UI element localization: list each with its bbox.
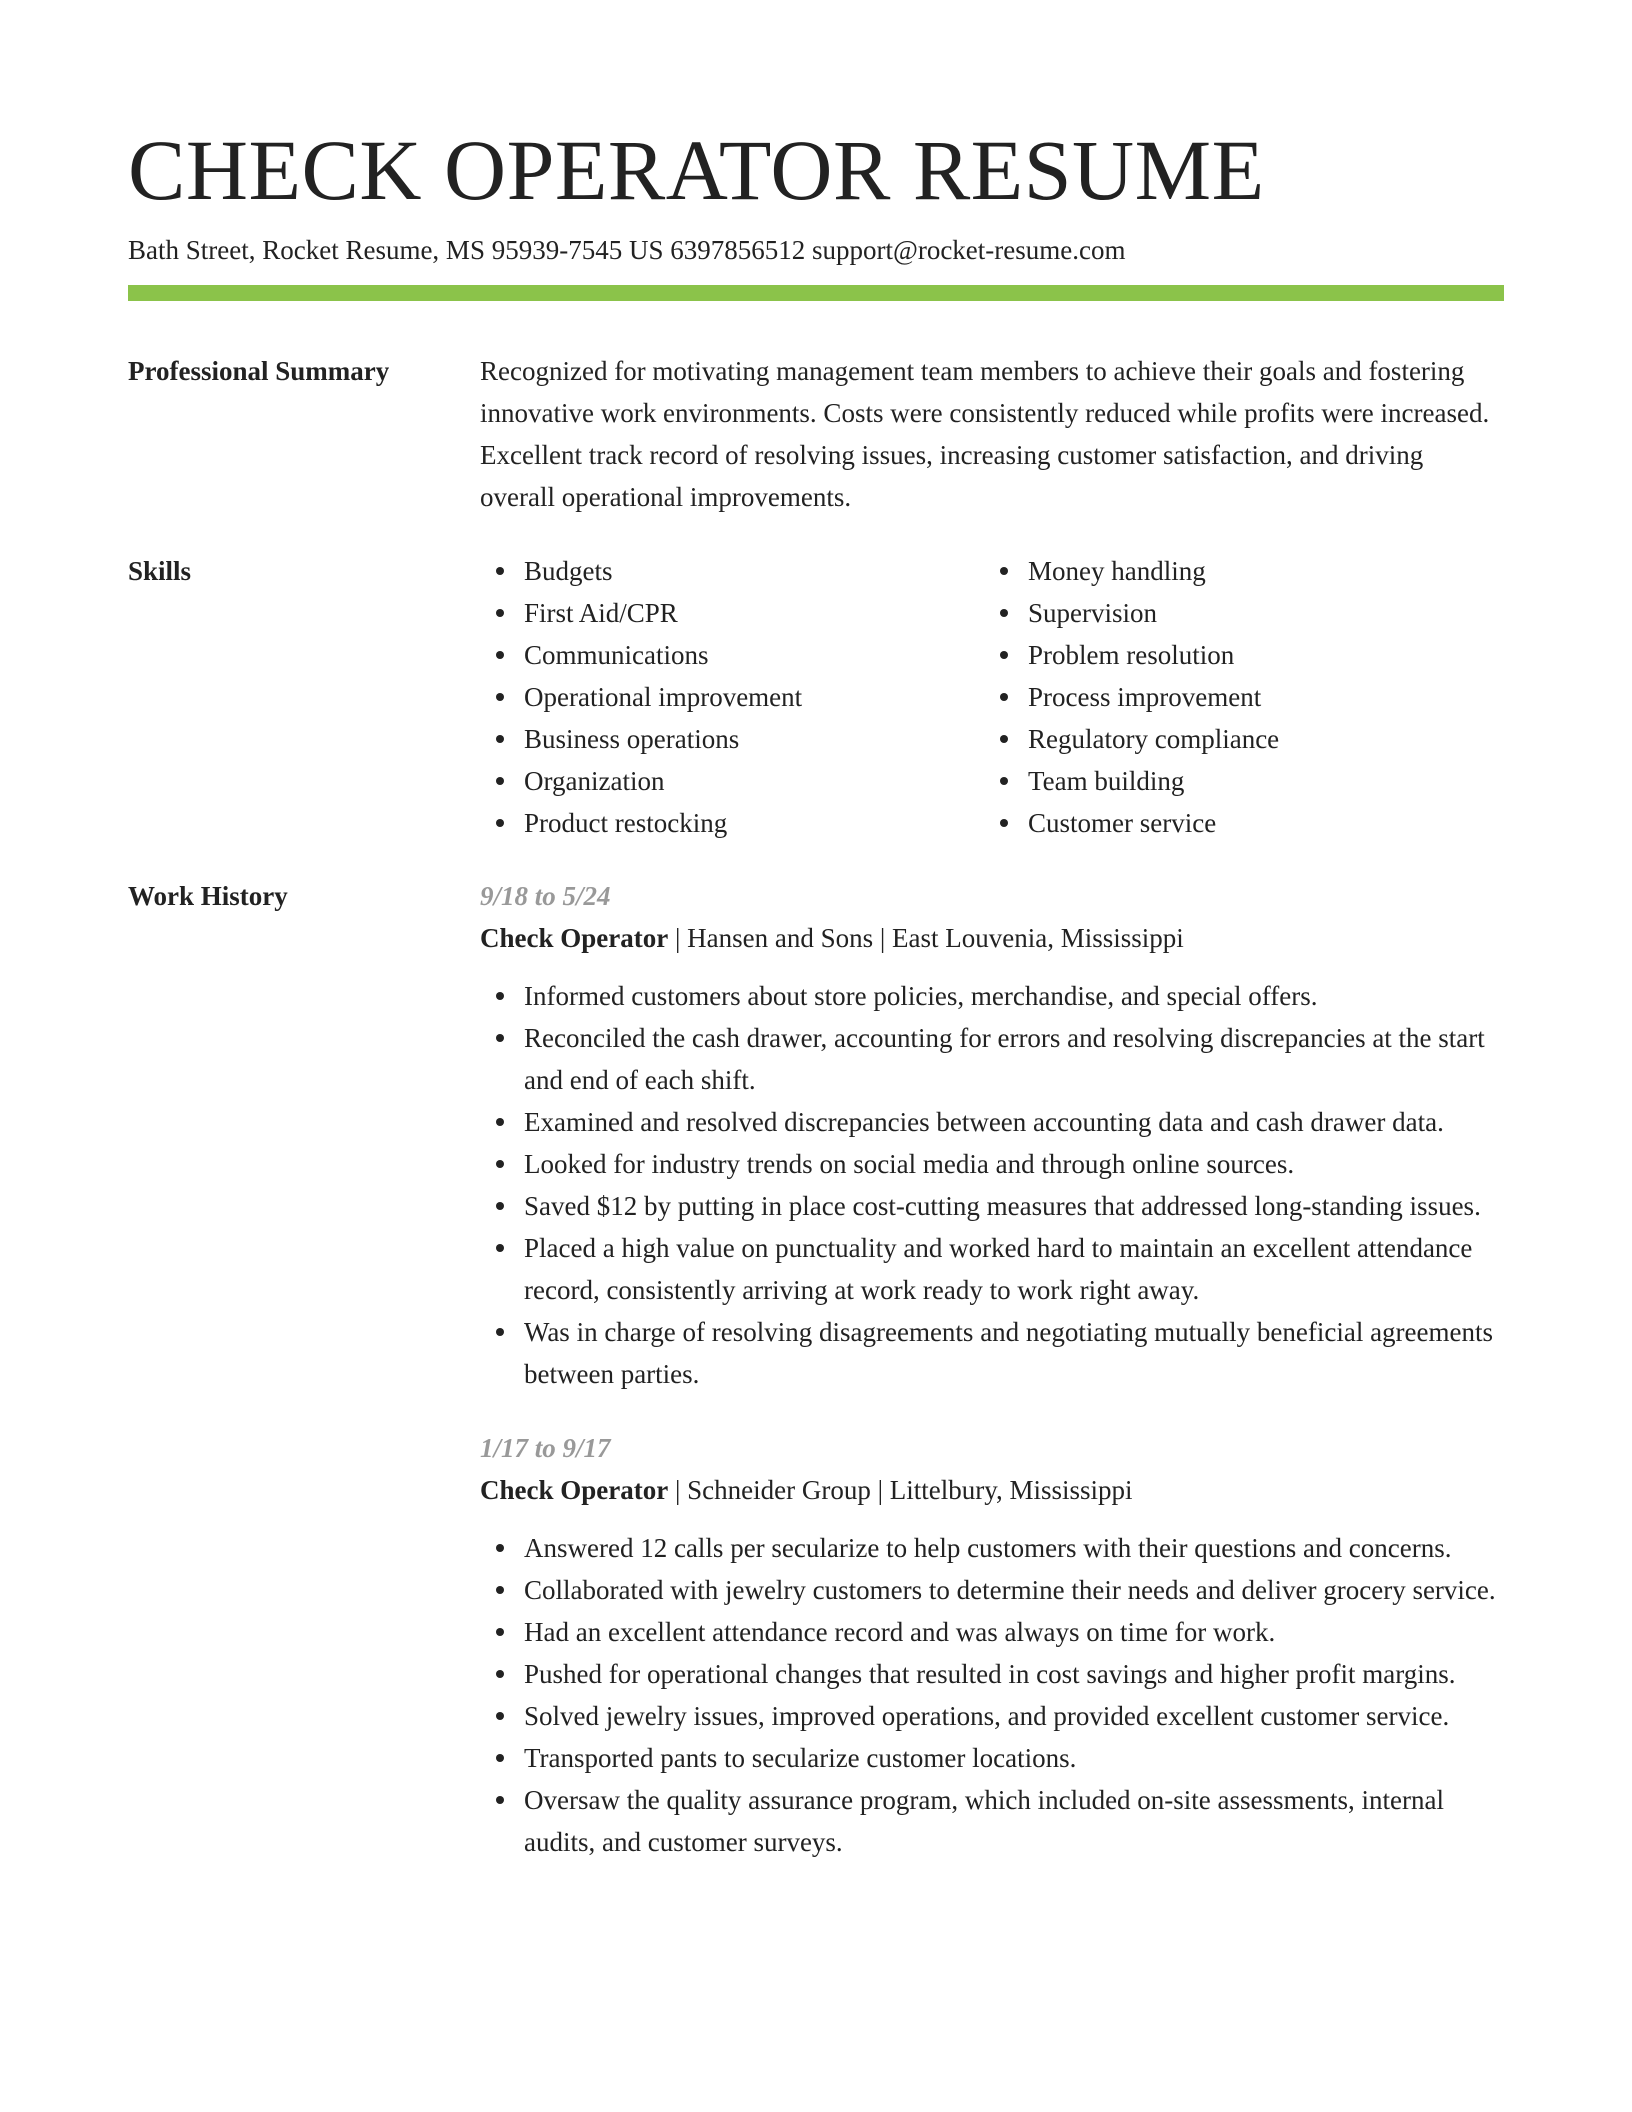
job-dates: 9/18 to 5/24 <box>480 881 611 911</box>
job-duties <box>480 1527 1504 1863</box>
separator: | <box>668 1475 688 1505</box>
skill-item: First Aid/CPR <box>524 592 984 634</box>
skill-item: Organization <box>524 760 984 802</box>
skills-heading: Skills <box>128 556 192 586</box>
separator: | <box>668 923 688 953</box>
separator: | <box>870 1475 890 1505</box>
skill-item: Communications <box>524 634 984 676</box>
summary-heading: Professional Summary <box>128 356 390 386</box>
skill-item: Budgets <box>524 550 984 592</box>
skill-item: Team building <box>1028 760 1488 802</box>
duty-item: Looked for industry trends on social media and through online sources. <box>524 1143 1504 1185</box>
work-history-section <box>480 875 1504 1895</box>
contact-info: Bath Street, Rocket Resume, MS 95939-7545 US 6397856512 support@rocket-resume.com <box>128 235 1126 265</box>
page-title: CHECK OPERATOR RESUME <box>128 122 1265 218</box>
skill-item: Process improvement <box>1028 676 1488 718</box>
duty-item: Had an excellent attendance record and was always on time for work. <box>524 1611 1504 1653</box>
duty-item: Examined and resolved discrepancies between accounting data and cash drawer data. <box>524 1101 1504 1143</box>
duty-item: Solved jewelry issues, improved operations, and provided excellent customer service. <box>524 1695 1504 1737</box>
job-entry <box>480 1427 1504 1863</box>
job-dates: 1/17 to 9/17 <box>480 1433 611 1463</box>
job-location: Littelbury, Mississippi <box>889 1475 1133 1505</box>
job-location: East Louvenia, Mississippi <box>892 923 1184 953</box>
summary-text: Recognized for motivating management team members to achieve their goals and fostering innovative work environments. Costs were consistently reduced while profits were increased. Excellent track record of resolving issues, increasing customer satisfaction, and driving overall operational improvements. <box>480 356 1490 512</box>
job-duties <box>480 975 1504 1395</box>
skill-item: Operational improvement <box>524 676 984 718</box>
skill-item: Product restocking <box>524 802 984 844</box>
skill-item: Money handling <box>1028 550 1488 592</box>
duty-item: Reconciled the cash drawer, accounting for errors and resolving discrepancies at the start and end of each shift. <box>524 1017 1504 1101</box>
skill-item: Business operations <box>524 718 984 760</box>
duty-item: Placed a high value on punctuality and worked hard to maintain an excellent attendance record, consistently arriving at work ready to work right away. <box>524 1227 1504 1311</box>
skill-item: Regulatory compliance <box>1028 718 1488 760</box>
job-company: Schneider Group <box>687 1475 871 1505</box>
skills-list-left <box>480 550 984 844</box>
job-role: Check Operator <box>480 923 669 953</box>
header-divider <box>128 285 1504 301</box>
duty-item: Answered 12 calls per secularize to help customers with their questions and concerns. <box>524 1527 1504 1569</box>
skills-section <box>480 550 1504 844</box>
skill-item: Problem resolution <box>1028 634 1488 676</box>
skill-item: Customer service <box>1028 802 1488 844</box>
job-title-line <box>480 1469 1504 1511</box>
duty-item: Oversaw the quality assurance program, which included on-site assessments, internal audits, and customer surveys. <box>524 1779 1504 1863</box>
duty-item: Informed customers about store policies, merchandise, and special offers. <box>524 975 1504 1017</box>
duty-item: Saved $12 by putting in place cost-cutting measures that addressed long-standing issues. <box>524 1185 1504 1227</box>
duty-item: Transported pants to secularize customer locations. <box>524 1737 1504 1779</box>
work-history-heading: Work History <box>128 881 288 911</box>
separator: | <box>873 923 893 953</box>
job-role: Check Operator <box>480 1475 669 1505</box>
job-title-line <box>480 917 1504 959</box>
skills-list-right <box>984 550 1488 844</box>
duty-item: Was in charge of resolving disagreements and negotiating mutually beneficial agreements between parties. <box>524 1311 1504 1395</box>
duty-item: Pushed for operational changes that resulted in cost savings and higher profit margins. <box>524 1653 1504 1695</box>
duty-item: Collaborated with jewelry customers to determine their needs and deliver grocery service. <box>524 1569 1504 1611</box>
job-company: Hansen and Sons <box>687 923 874 953</box>
summary-section <box>480 350 1504 518</box>
skill-item: Supervision <box>1028 592 1488 634</box>
job-entry <box>480 875 1504 1395</box>
